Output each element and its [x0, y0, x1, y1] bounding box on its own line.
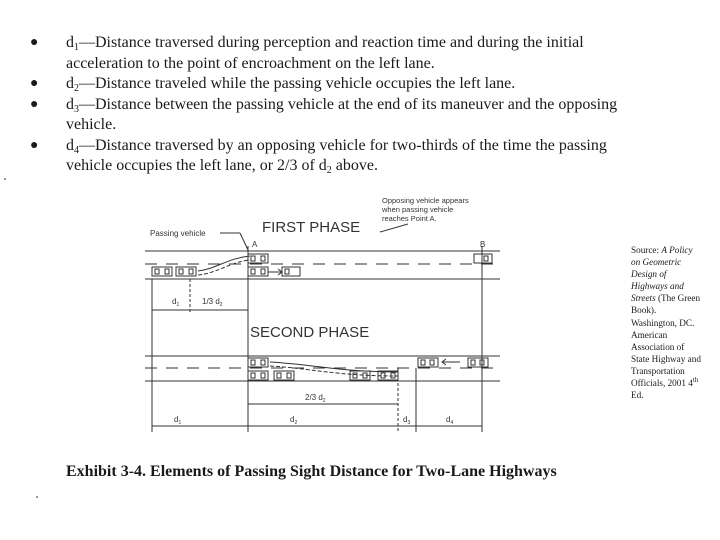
following-vehicle [282, 267, 300, 276]
source-title: A Policy on Geometric Design of Highways and Streets [631, 245, 693, 304]
point-a-label: A [252, 240, 258, 249]
dim-d4-bottom: $d_4$ [446, 415, 454, 426]
subscript: 3 [74, 103, 79, 115]
definition-text: —Distance between the passing vehicle at the end of its maneuver and the opposing vehicle. [66, 95, 618, 133]
definition-d2 [30, 74, 650, 95]
subscript: 4 [74, 144, 79, 156]
point-b-label: B [480, 240, 486, 249]
passing-vehicle-start [176, 267, 196, 276]
dim-two-thirds-label: 2/3 $d_2$ [305, 393, 326, 404]
passing-vehicle-at-a [248, 254, 268, 263]
dim-d1-label: $d_1$ [172, 297, 180, 308]
impeding-vehicle [248, 267, 268, 276]
label-leader [240, 233, 248, 250]
opposing-note-line1: Opposing vehicle appears [382, 196, 469, 205]
opposing-vehicle [474, 254, 492, 263]
bullet-icon: ● [30, 96, 39, 112]
symbol: d [66, 75, 74, 92]
dim-third-label: 1/3 $d_2$ [202, 297, 223, 308]
subscript: 2 [74, 83, 79, 94]
opposing-vehicle-start [468, 358, 488, 367]
definition-text: —Distance traversed during perception and reaction time and during the initial acceleration to the point of encroachment on the left lane. [66, 34, 584, 72]
source-citation: Source: A Policy on Geometric Design of Highways and Streets (The Green Book). Washington, DC. American Association of State Highway and Transportation Officials, 2001 4th Ed. [631, 245, 701, 401]
definition-d4 [30, 136, 650, 177]
passing-vehicle-label: Passing vehicle [150, 229, 206, 238]
passing-path [198, 256, 250, 271]
definition-d1 [30, 33, 650, 74]
scan-speck [36, 496, 38, 498]
exhibit-caption: Exhibit 3-4. Elements of Passing Sight Distance for Two-Lane Highways [66, 463, 557, 480]
symbol: d [66, 95, 74, 113]
bullet-icon: ● [30, 35, 39, 50]
subscript: 1 [74, 42, 79, 53]
second-phase-label: SECOND PHASE [250, 324, 370, 341]
dim-d3-bottom: $d_3$ [403, 415, 411, 426]
note-leader [380, 224, 408, 232]
subscript: 2 [326, 165, 332, 176]
impeding-vehicle [248, 371, 268, 380]
trailing-vehicle [152, 267, 172, 276]
definition-d3 [30, 95, 650, 136]
scan-speck [4, 178, 6, 180]
bullet-icon: ● [30, 137, 39, 153]
impeding-vehicle-later [350, 371, 370, 380]
opposing-note-line3: reaches Point A. [382, 214, 437, 223]
definition-list [30, 33, 650, 177]
symbol: d [66, 136, 74, 154]
dim-d1-bottom: $d_1$ [174, 415, 182, 426]
definition-text: —Distance traversed by an opposing vehicle for two-thirds of the time the passing vehicle occupies the left lane, or 2/3 of d [66, 136, 607, 174]
opposing-vehicle [418, 358, 438, 367]
first-phase-label: FIRST PHASE [262, 219, 361, 236]
opposing-note-line2: when passing vehicle [382, 205, 454, 214]
following-vehicle [274, 371, 294, 380]
definition-tail: above. [331, 157, 378, 174]
passing-path [198, 260, 250, 275]
passing-vehicle-a [248, 358, 268, 367]
definition-text: —Distance traveled while the passing vehicle occupies the left lane. [79, 75, 516, 92]
passing-diagram [140, 192, 512, 440]
bullet-icon: ● [30, 76, 39, 91]
symbol: d [66, 34, 74, 51]
dim-d2-bottom: $d_2$ [290, 415, 298, 426]
